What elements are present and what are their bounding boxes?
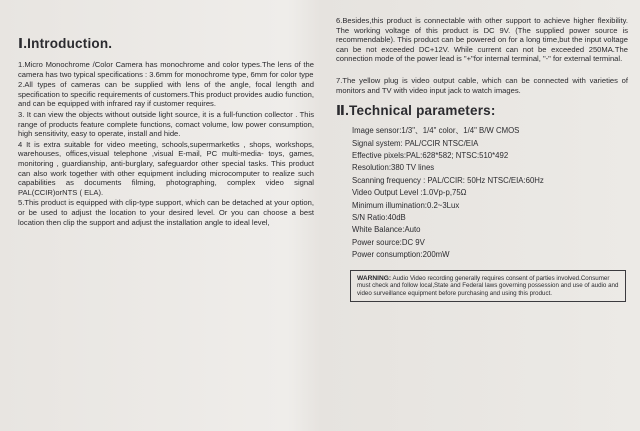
spec-resolution: Resolution:380 TV lines [352, 163, 435, 173]
intro-item-6: 6.Besides,this product is connectable with other support to achieve higher flexibility. The working voltage of this product is DC 9V. (The supplied power source is recommendable). This product can be powered on for a long time,but the input voltage can be not exceeded DC+12V. While current can not be exceeded 250MA.The connection mode of the power lead is "+"for internal terminal, "-" for external terminal. [336, 16, 628, 64]
spec-list [352, 125, 628, 261]
spec-min-illumination: Minimum illumination:0.2~3Lux [352, 200, 460, 210]
introduction-heading: Ⅰ.Introduction. [18, 36, 113, 51]
intro-item-1: 1.Micro Monochrome /Color Camera has monochrome and color types.The lens of the camera has two typical specifications : 3.6mm for monochrome type, 6mm for color type [18, 60, 314, 79]
spec-scanning-frequency: Scanning frequency : PAL/CCIR: 50Hz NTSC/EIA:60Hz [352, 175, 544, 185]
spec-power-consumption: Power consumption:200mW [352, 250, 450, 260]
technical-heading: Ⅱ.Technical parameters: [336, 103, 496, 119]
spec-image-sensor: Image sensor:1/3"、1/4" color、1/4" B/W CMOS [352, 126, 520, 136]
intro-item-7: 7.The yellow plug is video output cable, which can be connected with varieties of monitors and TV with video input jack to watch images. [336, 75, 628, 95]
intro-item-2: 2.All types of cameras can be supplied with lens of the angle, focal length and specification to specific requirements of customers.This product provides audio function, and can be equipped with infrared ray if customer requires. [18, 80, 314, 109]
spec-white-balance: White Balance:Auto [352, 225, 421, 235]
intro-item-3: 3. It can view the objects without outside light source, it is a full-function collector . This range of products feature complete functions, comact volume, low power consumption, high sensitivity, easy to operate, install and hide. [18, 109, 314, 139]
spec-power-source: Power source:DC 9V [352, 237, 425, 247]
warning-box [350, 270, 626, 303]
spec-sn-ratio: S/N Ratio:40dB [352, 213, 406, 222]
warning-label: WARNING: [357, 274, 392, 282]
intro-item-5: 5.This product is equipped with clip-type support, which can be detached at your option, or be used to adjust the location to your desired level. Or you can choose a best location then clip the support and adjust the installation angle to ideal level, [18, 198, 314, 227]
warning-text: Audio Video recording generally requires consent of parties involved.Consumer must check and follow local,State and Federal laws governing possession and use of audio and video surveillance equipment before purchasing and using this product. [357, 274, 619, 297]
spec-signal-system: Signal system: PAL/CCIR NTSC/EIA [352, 138, 479, 148]
intro-item-4: 4 It is extra suitable for video meeting, schools,supermarketks , shops, workshops, warehouses, offices,visual telephone ,visual E-mail, PC multi-media- toys, games, monitoring , guardianship, anti-burglary, safeguardor other special tasks. This product can also work together with other equipment including microcomputer to realize such capabilities as documents filming, photographing, complex video signal PAL(CCIR)orNTS ( ELA). [18, 139, 314, 197]
right-column [336, 0, 628, 302]
spec-effective-pixels: Effective pixels:PAL:628*582; NTSC:510*492 [352, 150, 509, 160]
spec-video-output: Video Output Level :1.0Vp-p,75Ω [352, 188, 467, 198]
left-column [18, 0, 314, 228]
